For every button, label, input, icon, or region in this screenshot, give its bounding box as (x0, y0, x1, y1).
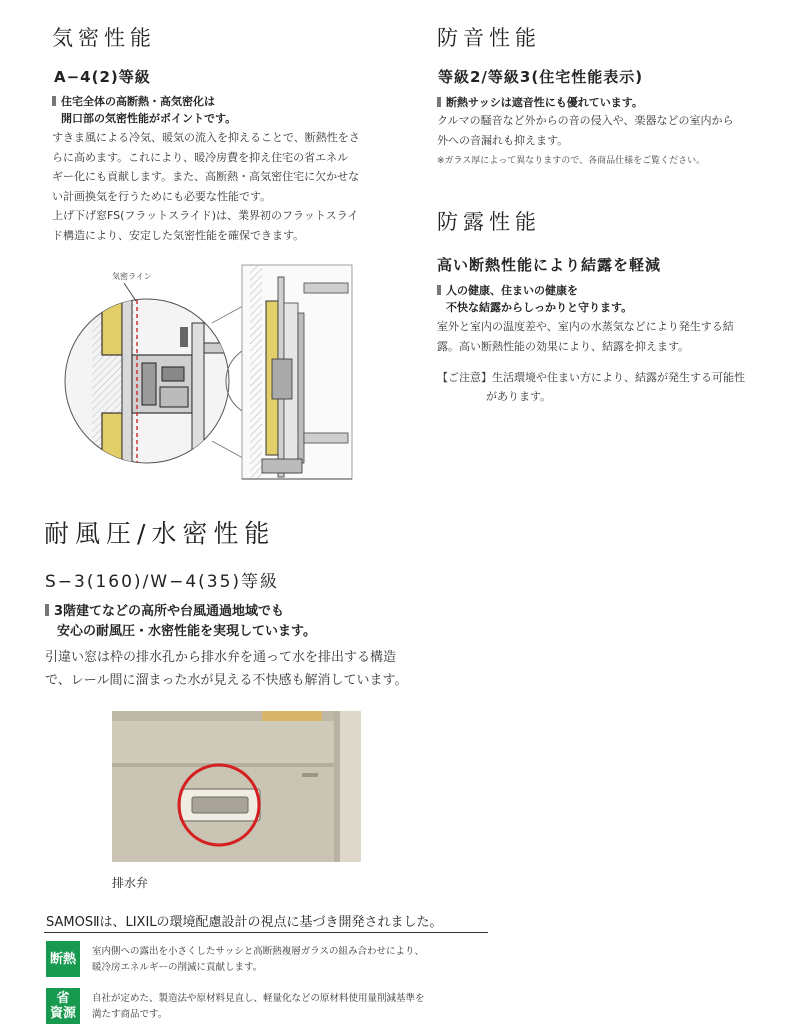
airtight-body-line: い計画換気を行うためにも必要な性能です。 (52, 189, 272, 203)
resource-badge-line1: 省 (56, 991, 70, 1006)
airtight-line-label: 気密ライン (112, 272, 152, 281)
dew-bullet-line2: 不快な結露からしっかりと守ります。 (446, 301, 633, 314)
wind-bullet-line2: 安心の耐風圧・水密性能を実現しています。 (57, 624, 316, 639)
wind-body-line: で、レール間に溜まった水が見える不快感も解消しています。 (45, 673, 408, 688)
airtight-body-line: らに高めます。これにより、暖冷房費を抑え住宅の省エネル (52, 150, 349, 164)
airtight-body-line: ギー化にも貢献します。また、高断熱・高気密住宅に欠かせな (52, 170, 360, 183)
resource-text-line: 満たす商品です。 (92, 1008, 168, 1020)
insulation-description (92, 944, 492, 975)
drain-valve-photo (112, 711, 361, 862)
airtight-bullet (52, 93, 372, 127)
resource-badge-line2: 資源 (49, 1006, 76, 1021)
wind-heading: 耐風圧/水密性能 (44, 519, 276, 548)
sound-bullet (437, 94, 643, 111)
insulation-text-line: 暖冷房エネルギーの削減に貢献します。 (92, 961, 263, 973)
airtight-body-line: すきま風による冷気、暖気の流入を抑えることで、断熱性をさ (52, 131, 360, 144)
dew-caution-line1: 【ご注意】生活環境や住まい方により、結露が発生する可能性 (437, 371, 745, 384)
resource-text-line: 自社が定めた、製造法や原材料見直し、軽量化などの原材料使用量削減基準を (92, 993, 425, 1004)
drain-valve-illustration (112, 711, 361, 862)
dew-caution-line2: があります。 (486, 389, 552, 403)
airtight-grade: A−4(2)等級 (54, 68, 151, 86)
resource-saving-badge (46, 988, 80, 1024)
dew-bullet-line1: 人の健康、住まいの健康を (446, 284, 578, 297)
dew-caution (437, 369, 777, 406)
dew-subheading: 高い断熱性能により結露を軽減 (437, 256, 662, 274)
airtight-diagram (62, 263, 370, 485)
airtight-body-line: 上げ下げ窓FS(フラットスライド)は、業界初のフラットスライ (52, 209, 359, 222)
wind-bullet-line1: 3階建てなどの高所や台風通過地域でも (54, 604, 285, 619)
insulation-badge: 断熱 (46, 941, 80, 977)
drain-valve-caption: 排水弁 (112, 876, 149, 890)
wind-bullet (45, 602, 425, 642)
airtight-heading: 気密性能 (52, 26, 156, 50)
wind-grade: S−3(160)/W−4(35)等級 (45, 572, 280, 592)
sound-body-line: 外への音漏れも抑えます。 (437, 133, 569, 147)
eco-design-title: SAMOSⅡは、LIXILの環境配慮設計の視点に基づき開発されました。 (46, 915, 443, 930)
wind-body-line: 引違い窓は枠の排水孔から排水弁を通って水を排出する構造 (45, 650, 397, 665)
dew-heading: 防露性能 (437, 210, 541, 234)
bullet-marker (437, 97, 441, 107)
sound-body-line: クルマの騒音など外からの音の侵入や、楽器などの室内から (437, 114, 734, 127)
window-section-illustration (62, 263, 370, 485)
footer-divider (44, 932, 488, 933)
dew-body-line: 室外と室内の温度差や、室内の水蒸気などにより発生する結 (437, 320, 734, 333)
bullet-marker (45, 604, 49, 616)
airtight-body (52, 128, 382, 245)
dew-body-line: 露。高い断熱性能の効果により、結露を抑えます。 (437, 339, 690, 353)
sound-heading: 防音性能 (437, 26, 541, 50)
bullet-marker (52, 96, 56, 106)
wind-body (45, 646, 445, 692)
resource-saving-description (92, 991, 492, 1022)
insulation-text-line: 室内側への露出を小さくしたサッシと高断熱複層ガラスの組み合わせにより、 (92, 946, 425, 957)
dew-body (437, 317, 777, 356)
airtight-bullet-line2: 開口部の気密性能がポイントです。 (61, 112, 237, 125)
sound-body (437, 111, 777, 150)
airtight-body-line: ド構造により、安定した気密性能を確保できます。 (52, 228, 305, 242)
bullet-marker (437, 285, 441, 295)
sound-note: ※ガラス厚によって異なりますので、各商品仕様をご覧ください。 (437, 156, 706, 166)
sound-grade: 等級2/等級3(住宅性能表示) (438, 68, 644, 86)
airtight-bullet-line1: 住宅全体の高断熱・高気密化は (61, 95, 215, 108)
sound-bullet-text: 断熱サッシは遮音性にも優れています。 (446, 96, 643, 109)
dew-bullet (437, 282, 777, 316)
